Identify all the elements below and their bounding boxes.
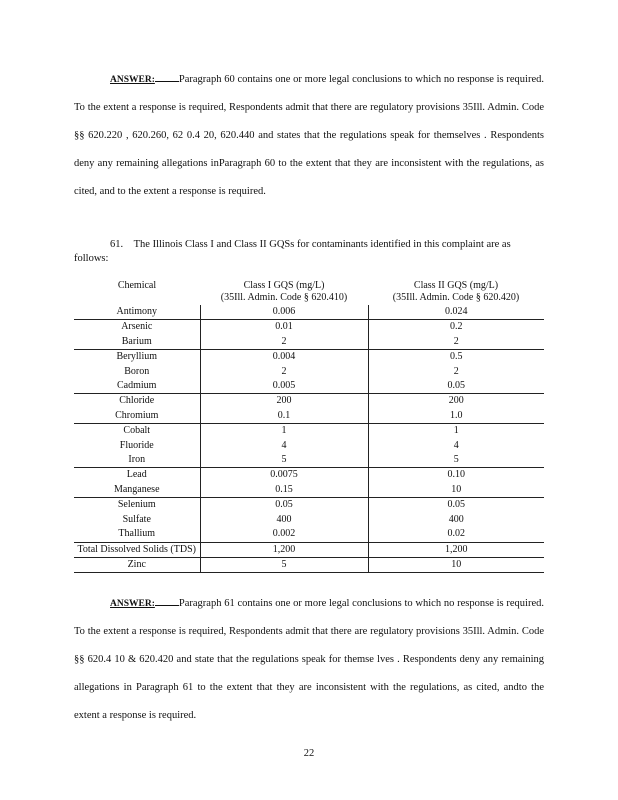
header-class2-line2: (35Ill. Admin. Code § 620.420) [392,292,520,303]
class2-cell: 0.5 [450,351,463,363]
answer-label: ANSWER: [110,599,155,609]
header-class2 [368,280,544,305]
class2-cell: 0.10 [447,469,465,481]
class2-cell: 1,200 [368,542,544,557]
class1-cell: 400 [200,513,368,527]
class2-cell: 0.024 [368,305,544,320]
table-row [74,453,544,468]
class2-cell: 0.2 [450,321,463,333]
chemical-cell: Zinc [74,557,200,572]
class1-cell: 5 [200,557,368,572]
class1-cell: 200 [200,394,368,409]
page-number: 22 [303,748,315,759]
class1-cell: 1,200 [200,542,368,557]
chemical-cell: Cobalt [123,425,151,437]
answer-underline [155,72,179,82]
chemical-cell: Chromium [74,409,200,424]
class1-cell: 0.01 [200,320,368,335]
table-row [74,557,544,572]
class2-cell: 2 [368,335,544,350]
class2-cell: 4 [453,439,459,451]
table-row [74,513,544,527]
class1-cell: 4 [200,439,368,453]
class2-cell: 10 [368,557,544,572]
class2-cell: 5 [368,453,544,468]
gqs-table [74,280,544,573]
class1-cell: 0.006 [200,305,368,320]
class1-cell: 0.002 [200,527,368,542]
class2-cell: 10 [368,483,544,498]
class1-cell: 2 [200,335,368,350]
class1-cell: 0.1 [200,409,368,424]
chemical-cell: Iron [74,453,200,468]
class2-cell: 0.05 [447,499,465,511]
table-row [74,320,544,335]
table-row [74,335,544,350]
class1-cell: 0.05 [200,498,368,513]
paragraph-number: 61. [110,239,124,250]
table-header-row [74,280,544,305]
header-class1-line2: (35Ill. Admin. Code § 620.410) [220,292,348,303]
class2-cell: 2 [453,365,459,377]
class1-cell: 0.0075 [200,468,368,483]
table-row [74,409,544,424]
chemical-cell: Total Dissolved Solids (TDS) [74,542,200,557]
answer-label: ANSWER: [110,75,155,85]
class2-cell: 0.02 [368,527,544,542]
chemical-cell: Beryllium [116,351,158,363]
table-row [74,527,544,542]
table-row [74,468,544,483]
class2-cell: 1.0 [368,409,544,424]
table-row [74,365,544,379]
class1-cell: 0.005 [200,379,368,394]
paragraph-61 [74,238,544,266]
class2-cell: 0.05 [368,379,544,394]
class2-cell: 400 [448,513,464,525]
table-body [74,305,544,573]
table-row [74,498,544,513]
class2-cell: 1 [453,425,459,437]
answer-paragraph-60 [74,66,544,206]
paragraph-text: The Illinois Class I and Class II GQSs for contaminants identified in this complaint are as follows: [74,239,511,264]
class2-cell: 200 [448,395,464,407]
answer-underline [155,596,179,606]
header-class1 [200,280,368,305]
chemical-cell: Chloride [119,395,155,407]
answer-paragraph-61 [74,590,544,730]
table-row [74,350,544,365]
chemical-cell: Antimony [74,305,200,320]
chemical-cell: Fluoride [119,439,154,451]
chemical-cell: Barium [74,335,200,350]
chemical-cell: Sulfate [122,513,151,525]
chemical-cell: Cadmium [74,379,200,394]
answer-text: Paragraph 61 contains one or more legal conclusions to which no response is required. To the extent a response is required, Respondents admit that there are regulatory provisions 35Ill. Admin. Code §§ 620.4 10 & 620.420 and state that the regulations speak for themse lves . Respondents deny any remaining allegations in Paragraph 61 to the extent that they are inconsistent with the regulations, as cited, andto the extent a response is required. [74,598,544,721]
header-class1-line1: Class I GQS (mg/L) [243,280,325,291]
class1-cell: 5 [200,453,368,468]
table-row [74,439,544,453]
chemical-cell: Selenium [117,499,156,511]
chemical-cell: Manganese [74,483,200,498]
chemical-cell: Boron [124,365,150,377]
header-class2-line1: Class II GQS (mg/L) [413,280,499,291]
class1-cell: 0.004 [200,350,368,365]
table-row [74,483,544,498]
table-row [74,424,544,439]
class1-cell: 2 [200,365,368,379]
header-chemical: Chemical [117,280,157,291]
table-row [74,394,544,409]
class1-cell: 0.15 [200,483,368,498]
table-row [74,379,544,394]
chemical-cell: Arsenic [121,321,153,333]
table-row [74,542,544,557]
chemical-cell: Lead [126,469,147,481]
answer-text: Paragraph 60 contains one or more legal conclusions to which no response is required. To the extent a response is required, Respondents admit that there are regulatory provisions 35Ill. Admin. Code §§ 620.220 , 620.260, 62 0.4 20, 620.440 and states that the regulations speak for themselves . Respondents deny any remaining allegations inParagraph 60 to the extent that they are inconsistent with the regulations, as cited, and to the extent a response is required. [74,74,544,197]
class1-cell: 1 [200,424,368,439]
chemical-cell: Thallium [74,527,200,542]
table-row [74,305,544,320]
